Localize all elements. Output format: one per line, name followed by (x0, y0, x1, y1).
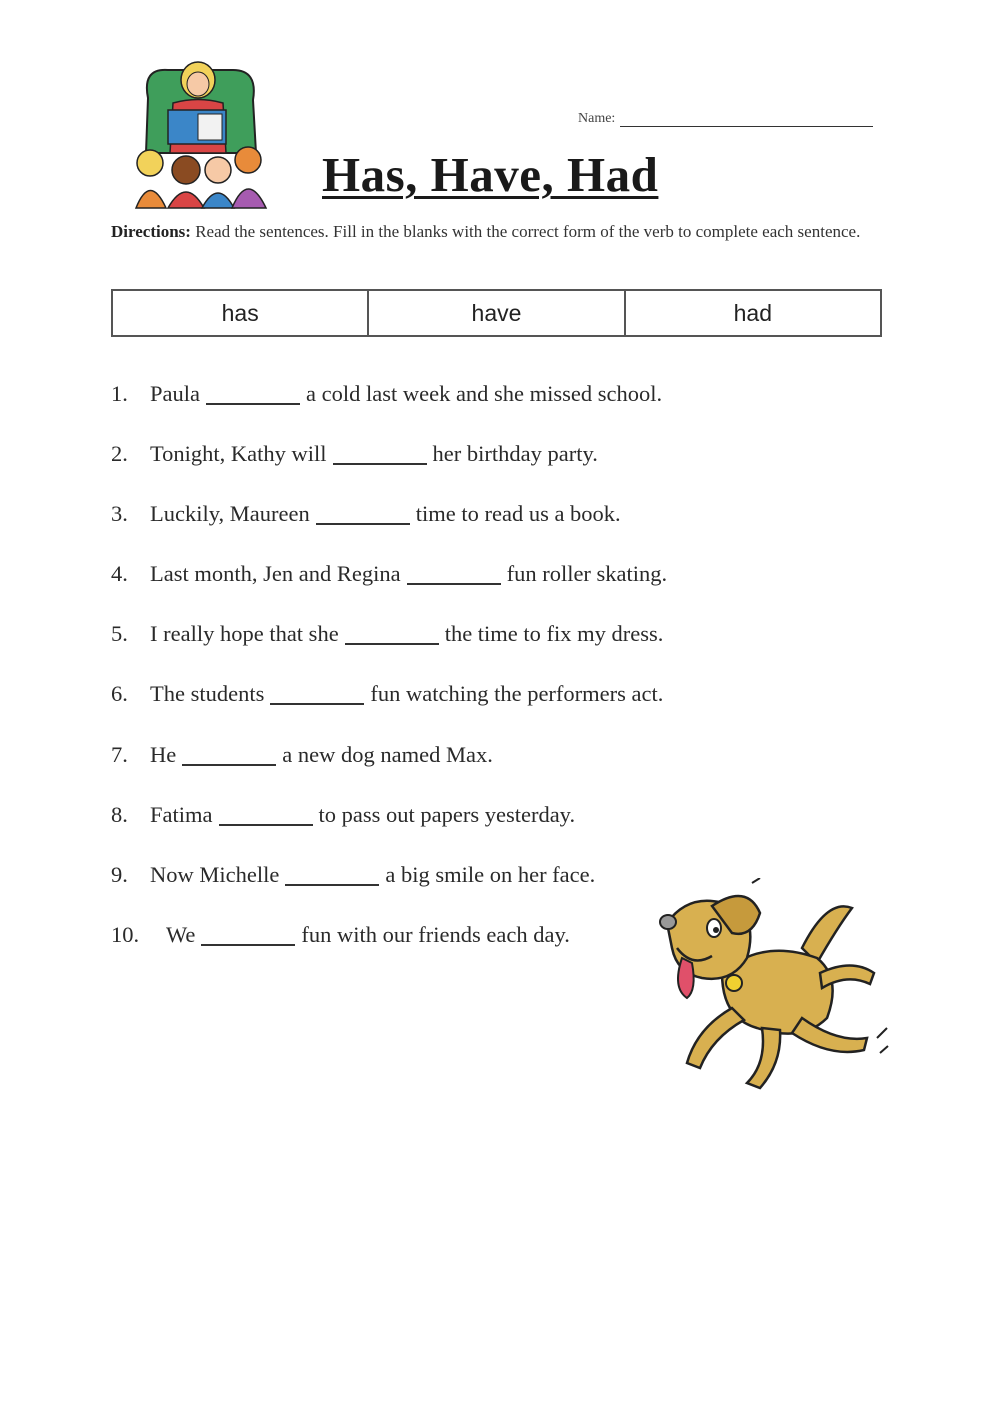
running-dog-illustration (652, 878, 890, 1100)
question-text-after: time to read us a book. (415, 501, 621, 527)
question-text-before: We (166, 921, 196, 947)
answer-blank-8[interactable] (219, 802, 313, 826)
question-text-after: her birthday party. (432, 441, 598, 467)
directions (111, 220, 871, 244)
question-4 (111, 561, 811, 621)
question-6 (111, 681, 811, 741)
teacher-reading-illustration (128, 58, 273, 210)
name-blank-line[interactable] (620, 110, 873, 127)
question-text-before: Tonight, Kathy will (150, 441, 327, 467)
question-text-before: Last month, Jen and Regina (150, 561, 401, 587)
answer-blank-5[interactable] (345, 621, 439, 645)
question-text-before: He (150, 741, 177, 767)
question-number: 4. (111, 561, 128, 587)
answer-blank-4[interactable] (407, 561, 501, 585)
question-2 (111, 441, 811, 501)
word-bank (111, 289, 882, 337)
directions-label: Directions: (111, 222, 191, 241)
answer-blank-10[interactable] (201, 922, 295, 946)
answer-blank-3[interactable] (316, 501, 410, 525)
question-text-before: Now Michelle (150, 861, 280, 887)
question-text-after: fun roller skating. (506, 561, 668, 587)
question-3 (111, 501, 811, 561)
question-text-after: a new dog named Max. (282, 741, 493, 767)
question-text-before: Luckily, Maureen (150, 501, 310, 527)
question-text-after: to pass out papers yesterday. (318, 801, 576, 827)
question-number: 7. (111, 741, 128, 767)
answer-blank-2[interactable] (333, 441, 427, 465)
question-text-before: Fatima (150, 801, 213, 827)
question-number: 1. (111, 381, 128, 406)
question-text-after: a cold last week and she missed school. (306, 381, 663, 406)
name-field (578, 110, 873, 127)
answer-blank-6[interactable] (270, 681, 364, 705)
question-number: 5. (111, 621, 128, 647)
question-number: 9. (111, 861, 128, 887)
question-text-before: I really hope that she (150, 621, 339, 647)
question-8 (111, 802, 811, 862)
question-text-after: fun with our friends each day. (301, 921, 570, 947)
answer-blank-7[interactable] (182, 742, 276, 766)
answer-blank-1[interactable] (206, 381, 300, 405)
question-text-before: The students (150, 681, 265, 707)
answer-blank-9[interactable] (285, 862, 379, 886)
question-7 (111, 742, 811, 802)
question-text-after: a big smile on her face. (385, 861, 596, 887)
question-number: 2. (111, 441, 128, 467)
word-bank-had: had (624, 291, 880, 335)
question-text-after: fun watching the performers act. (370, 681, 664, 707)
question-1 (111, 381, 811, 441)
question-number: 6. (111, 681, 128, 707)
name-label: Name: (578, 111, 616, 126)
question-5 (111, 621, 811, 681)
directions-text: Read the sentences. Fill in the blanks with the correct form of the verb to complete each sentence. (190, 222, 861, 241)
worksheet-title: Has, Have, Had (322, 147, 659, 202)
question-number: 3. (111, 501, 128, 527)
question-text-before: Paula (150, 381, 200, 406)
question-number: 10. (111, 921, 140, 947)
word-bank-has: has (221, 299, 259, 326)
word-bank-have: have (367, 291, 623, 335)
question-text-after: the time to fix my dress. (444, 621, 664, 647)
question-number: 8. (111, 801, 128, 827)
